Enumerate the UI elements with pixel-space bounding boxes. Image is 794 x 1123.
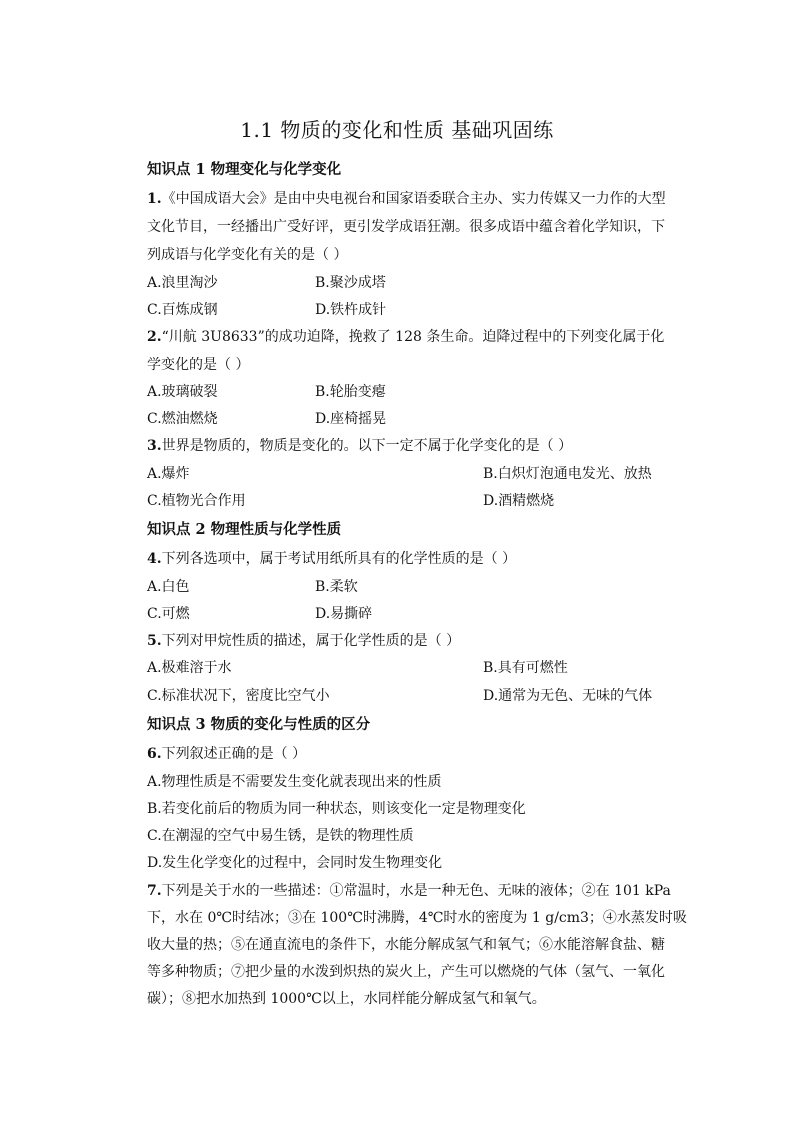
question-3-option-c: C.植物光合作用 [147, 493, 246, 509]
section-heading-3: 知识点 3 物质的变化与性质的区分 [147, 716, 371, 733]
question-4-line-1 [147, 548, 516, 568]
question-5-option-c: C.标准状况下，密度比空气小 [147, 688, 330, 704]
question-3-line-1 [147, 435, 572, 455]
question-4-option-d: D.易撕碎 [315, 606, 373, 622]
question-5-option-d: D.通常为无色、无味的气体 [483, 688, 653, 704]
question-2-line-1 [147, 326, 664, 346]
question-3-option-a: A.爆炸 [147, 466, 190, 482]
question-1-text-1: 《中国成语大会》是由中央电视台和国家语委联合主办、实力传媒又一力作的大型 [161, 191, 666, 207]
question-4-number: 4. [147, 551, 162, 567]
question-1-line-1 [147, 188, 666, 208]
question-6-option-b: B.若变化前后的物质为同一种状态，则该变化一定是物理变化 [147, 801, 526, 817]
question-5-line-1 [147, 630, 460, 650]
question-2-option-a: A.玻璃破裂 [147, 384, 218, 400]
question-2-number: 2. [147, 329, 162, 345]
question-5-option-b: B.具有可燃性 [483, 660, 568, 676]
section-heading-1: 知识点 1 物理变化与化学变化 [147, 161, 342, 178]
question-4-option-c: C.可燃 [147, 606, 190, 622]
question-4-option-a: A.白色 [147, 579, 190, 595]
question-3-option-b: B.白炽灯泡通电发光、放热 [483, 466, 652, 482]
question-6-line-1 [147, 743, 306, 763]
question-4-option-b: B.柔软 [315, 579, 358, 595]
question-7-line-4: 等多种物质；⑦把少量的水泼到炽热的炭火上，产生可以燃烧的气体（氢气、一氧化 [147, 964, 665, 980]
question-6-option-c: C.在潮湿的空气中易生锈，是铁的物理性质 [147, 828, 414, 844]
question-2-option-c: C.燃油燃烧 [147, 411, 218, 427]
question-1-option-c: C.百炼成钢 [147, 302, 218, 318]
question-3-text-1: 世界是物质的，物质是变化的。以下一定不属于化学变化的是（ ） [161, 438, 573, 454]
question-2-text-1: “川航 3U8633”的成功迫降，挽救了 128 条生命。迫降过程中的下列变化属于化 [161, 329, 665, 345]
question-1-line-3: 列成语与化学变化有关的是（ ） [147, 247, 348, 263]
question-1-option-a: A.浪里淘沙 [147, 275, 218, 291]
question-2-option-b: B.轮胎变瘪 [315, 384, 386, 400]
question-3-option-d: D.酒精燃烧 [483, 493, 555, 509]
question-5-option-a: A.极难溶于水 [147, 660, 232, 676]
question-1-line-2: 文化节目，一经播出广受好评，更引发学成语狂潮。很多成语中蕴含着化学知识，下 [147, 219, 665, 235]
question-5-number: 5. [147, 633, 162, 649]
question-7-text-1: 下列是关于水的一些描述：①常温时，水是一种无色、无味的液体；②在 101 kPa [161, 883, 671, 899]
question-1-number: 1. [147, 191, 162, 207]
question-6-option-a: A.物理性质是不需要发生变化就表现出来的性质 [147, 774, 442, 790]
question-6-text-1: 下列叙述正确的是（ ） [161, 746, 307, 762]
question-7-line-1 [147, 880, 671, 900]
question-3-number: 3. [147, 438, 162, 454]
section-heading-2: 知识点 2 物理性质与化学性质 [147, 521, 342, 538]
question-7-line-2: 下，水在 0℃时结冰；③在 100℃时沸腾，4℃时水的密度为 1 g/cm3；④水蒸发时吸 [147, 910, 687, 926]
question-4-text-1: 下列各选项中，属于考试用纸所具有的化学性质的是（ ） [161, 551, 517, 567]
question-2-line-2: 学变化的是（ ） [147, 357, 250, 373]
page-title: 1.1 物质的变化和性质 基础巩固练 [240, 118, 554, 142]
question-6-option-d: D.发生化学变化的过程中，会同时发生物理变化 [147, 855, 443, 871]
question-1-option-d: D.铁杵成针 [315, 302, 387, 318]
question-5-text-1: 下列对甲烷性质的描述，属于化学性质的是（ ） [161, 633, 461, 649]
question-1-option-b: B.聚沙成塔 [315, 275, 386, 291]
question-2-option-d: D.座椅摇晃 [315, 411, 387, 427]
question-7-number: 7. [147, 883, 162, 899]
question-6-number: 6. [147, 746, 162, 762]
question-7-line-5: 碳）；⑧把水加热到 1000℃以上，水同样能分解成氢气和氧气。 [147, 991, 546, 1007]
question-7-line-3: 收大量的热；⑤在通直流电的条件下，水能分解成氢气和氧气；⑥水能溶解食盐、糖 [147, 937, 665, 953]
